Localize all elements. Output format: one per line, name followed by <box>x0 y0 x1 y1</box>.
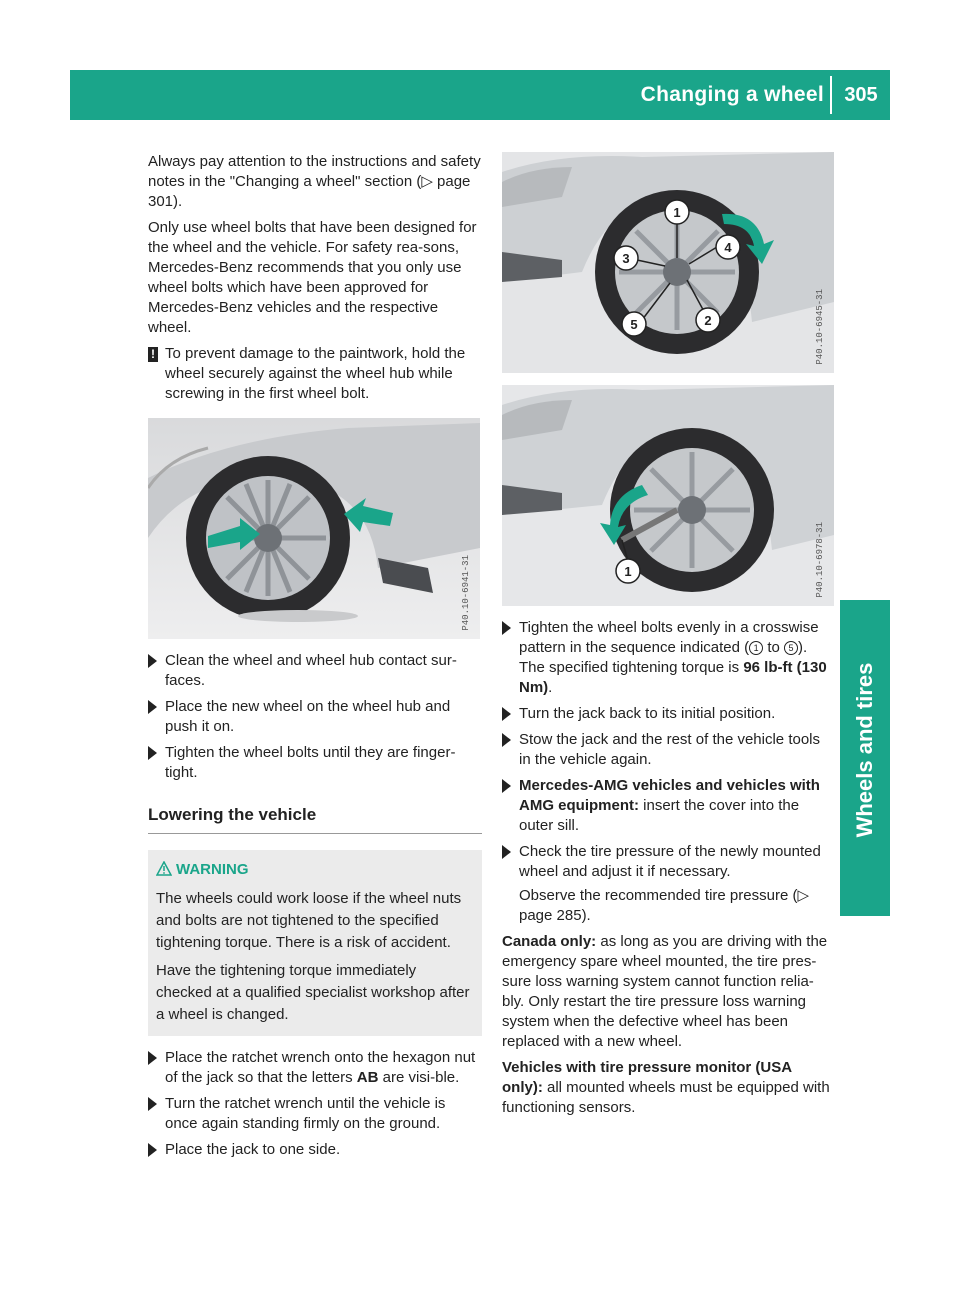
exclamation-icon: ! <box>148 347 158 362</box>
warning-triangle-icon <box>156 861 172 876</box>
section-heading: Lowering the vehicle <box>148 805 317 824</box>
callout-1: 1 <box>673 205 681 220</box>
step-arrow-icon <box>148 1097 157 1111</box>
canada-text: as long as you are driving with the emergency spare wheel mounted, the tire pres-sure loss warning system cannot function relia-bly. Only restart the tire pressure loss warning system when the defective wheel has been replaced with a new wheel. <box>502 933 828 1050</box>
step-amg-cover <box>502 776 834 836</box>
step-text-pre: Place the ratchet wrench onto the hexagon nut of the jack so that the letters <box>165 1049 476 1086</box>
step-finger-tight <box>148 743 482 783</box>
callout-1: 1 <box>624 564 632 579</box>
step-turn-ratchet <box>148 1094 482 1134</box>
tpms-text: all mounted wheels must be equipped with functioning sensors. <box>502 1079 830 1116</box>
step-subnote: Observe the recommended tire pressure (▷ page 285). <box>519 887 809 924</box>
figure-bolt-sequence <box>502 152 834 373</box>
callout-3: 3 <box>622 251 630 266</box>
step-text-post: are visi-ble. <box>378 1069 460 1086</box>
caution-note <box>148 344 482 404</box>
callout-ref-1: 1 <box>749 641 763 655</box>
step-arrow-icon <box>502 845 511 859</box>
section-divider <box>148 833 482 834</box>
canada-note <box>502 932 834 1052</box>
page-number: 305 <box>844 84 878 106</box>
step-check-tire-pressure <box>502 842 834 926</box>
step-text-mid: to <box>763 639 785 656</box>
warning-text-1: The wheels could work loose if the wheel nuts and bolts are not tightened to the specified tightening torque. There is a risk of accident. <box>156 890 462 951</box>
canada-label: Canada only: <box>502 933 597 950</box>
figure-lowering-jack <box>502 385 834 606</box>
right-column <box>502 152 834 1124</box>
step-place-jack-aside <box>148 1140 482 1160</box>
step-arrow-icon <box>502 621 511 635</box>
intro-paragraph-2: Only use wheel bolts that have been designed for the wheel and the vehicle. For safety rea-sons, Mercedes-Benz recommends that you only use wheel bolts which have been approved for Mercedes-Benz vehicles and the respective wheel. <box>148 219 477 336</box>
lowering-jack-illustration <box>502 385 834 606</box>
callout-2: 2 <box>704 313 712 328</box>
step-ratchet-onto-nut <box>148 1048 482 1088</box>
caution-text: To prevent damage to the paintwork, hold the wheel securely against the wheel hub while screwing in the first wheel bolt. <box>165 345 466 402</box>
step-bold-lead: Mercedes-AMG vehicles and vehicles with AMG equipment: <box>519 777 820 814</box>
torque-value: 96 lb-ft (130 Nm) <box>519 659 827 696</box>
wheel-mounting-illustration <box>148 418 480 639</box>
chapter-marker <box>840 866 890 916</box>
figure-code: P40.10-6941-31 <box>461 555 471 631</box>
bolt-sequence-illustration <box>502 152 834 373</box>
step-text: insert the cover into the outer sill. <box>519 797 800 834</box>
callout-5: 5 <box>630 317 638 332</box>
figure-code: P40.10-6945-31 <box>815 289 825 365</box>
step-text: Place the new wheel on the wheel hub and push it on. <box>165 698 451 735</box>
figure-code: P40.10-6978-31 <box>815 522 825 598</box>
tpms-label: Vehicles with tire pressure monitor (USA only): <box>502 1059 792 1096</box>
warning-title: WARNING <box>176 861 249 878</box>
step-text: Turn the ratchet wrench until the vehicle is once again standing firmly on the ground. <box>165 1095 446 1132</box>
step-text: Turn the jack back to its initial position. <box>519 705 776 722</box>
step-text-end: . <box>548 679 553 696</box>
warning-text-2: Have the tightening torque immediately checked at a qualified specialist workshop after a wheel is changed. <box>156 962 470 1023</box>
chapter-tab-label: Wheels and tires <box>852 662 877 838</box>
step-clean-hub <box>148 651 482 691</box>
step-text: Place the jack to one side. <box>165 1141 341 1158</box>
step-arrow-icon <box>502 733 511 747</box>
warning-title-row <box>156 860 474 880</box>
figure-wheel-mounting <box>148 418 480 639</box>
step-turn-jack-back <box>502 704 834 724</box>
step-arrow-icon <box>148 746 157 760</box>
step-arrow-icon <box>148 1143 157 1157</box>
step-arrow-icon <box>502 779 511 793</box>
page-title: Changing a wheel <box>640 83 824 106</box>
step-arrow-icon <box>148 1051 157 1065</box>
intro-paragraph-1: Always pay attention to the instructions and safety notes in the "Changing a wheel" section (▷ page 301). <box>148 153 481 210</box>
step-text-pre: Tighten the wheel bolts evenly in a crosswise pattern in the sequence indicated ( <box>519 619 819 656</box>
step-text: Tighten the wheel bolts until they are finger-tight. <box>165 744 456 781</box>
step-arrow-icon <box>148 654 157 668</box>
step-place-wheel <box>148 697 482 737</box>
callout-4: 4 <box>724 240 732 255</box>
tpms-note <box>502 1058 834 1118</box>
step-text: Check the tire pressure of the newly mounted wheel and adjust it if necessary. <box>519 843 821 880</box>
step-text: Clean the wheel and wheel hub contact sur-faces. <box>165 652 457 689</box>
callout-ref-5: 5 <box>784 641 798 655</box>
step-text-post: ). The specified tightening torque is <box>519 639 808 676</box>
step-arrow-icon <box>502 707 511 721</box>
step-text: Stow the jack and the rest of the vehicle tools in the vehicle again. <box>519 731 821 768</box>
step-stow-tools <box>502 730 834 770</box>
step-tighten-crosswise <box>502 618 834 698</box>
step-arrow-icon <box>148 700 157 714</box>
warning-box <box>148 850 482 1036</box>
step-letters: AB <box>356 1069 379 1086</box>
left-column <box>148 152 482 1166</box>
